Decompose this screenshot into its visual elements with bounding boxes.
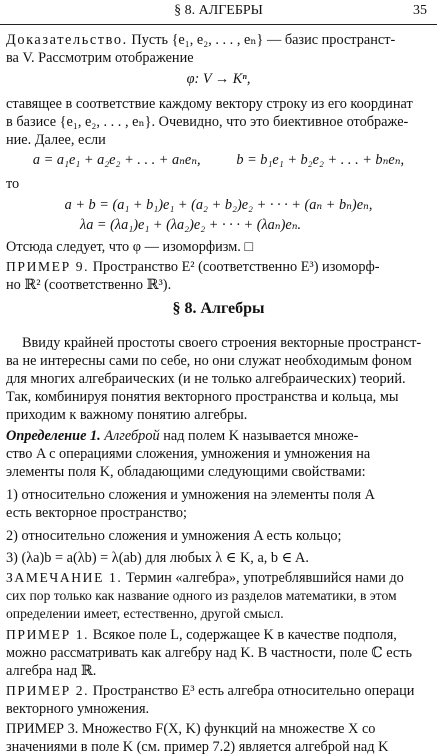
proof-label: Доказательство. [6,32,128,48]
text-line: определении имеет, естественно, другой смысл. [6,606,284,621]
example-label: ПРИМЕР 1. [6,627,90,642]
text-line: значениями в поле K (см. пример 7.2) является алгеброй над K [6,739,389,755]
definition-line: Определение 1. Алгеброй над полем K называется множе- [6,428,359,444]
example-label: ПРИМЕР 9. [6,259,90,274]
text-line: есть векторное пространство; [6,505,187,521]
section-heading: § 8. Алгебры [172,300,265,317]
example-line: ПРИМЕР 9. Пространство E² (соответственно E³) изоморф- [6,259,380,275]
text-line: Ввиду крайней простоты своего строения векторные пространст- [22,335,422,351]
text-line: но ℝ² (соответственно ℝ³). [6,277,172,293]
text-line: ние. Далее, если [6,132,106,148]
remark-label: ЗАМЕЧАНИЕ 1. [6,570,123,585]
header-rule [0,24,437,25]
remark-line: ЗАМЕЧАНИЕ 1. Термин «алгебра», употреблявшийся нами до [6,570,404,586]
text-line: приходим к важному понятию алгебры. [6,407,248,423]
text-line: Так, комбинируя понятия векторного пространства и кольца, мы [6,389,399,405]
list-item: 2) относительно сложения и умножения A есть кольцо; [6,528,342,544]
text-line: векторного умножения. [6,701,150,717]
text-line: для многих алгебраических (и не только алгебраических) теорий. [6,371,406,387]
text-line: можно рассматривать как алгебру над K. В частности, поле ℂ есть [6,645,413,661]
definition-label: Определение 1. [6,428,101,444]
example-line-cut: ПРИМЕР 2. Пространство E³ есть алгебра относительно операци [6,683,415,698]
formula-sum: a + b = (a₁ + b₁)e₁ + (a₂ + b₂)e₂ + · · · + (aₙ + bₙ)eₙ, [64,197,373,213]
text-line: Отсюда следует, что φ — изоморфизм. □ [6,239,254,255]
page-number: 35 [413,3,427,18]
list-item: 1) относительно сложения и умножения на элементы поля A [6,487,376,503]
formula-map: φ: V → Kⁿ, [186,71,251,87]
formula-scalar: λa = (λa₁)e₁ + (λa₂)e₂ + · · · + (λaₙ)eₙ. [80,217,302,233]
example-label: ПРИМЕР 2. [6,683,90,698]
text-line: то [6,176,20,192]
text-line: сих пор только как название одного из разделов математики, в этом [6,588,397,603]
example-line: ПРИМЕР 3. Множество F(X, K) функций на множестве X со [6,721,376,737]
text-line: ство A с операциями сложения, умножения и умножения на [6,446,371,462]
text-line: элементы поля K, обладающими следующими свойствами: [6,464,366,480]
proof-text: Пусть {e₁, e₂, . . . , eₙ} — базис пространст- [127,32,396,48]
text-line: в базисе {e₁, e₂, . . . , eₙ}. Очевидно, что это биективное отображе- [6,114,409,130]
text-line: алгебра над ℝ. [6,663,97,679]
text-line: ва V. Рассмотрим отображение [6,50,194,66]
proof-line [6,31,395,49]
list-item: 3) (λa)b = a(λb) = λ(ab) для любых λ ∈ K, a, b ∈ A. [6,550,309,566]
running-header-title: § 8. АЛГЕБРЫ [174,3,263,18]
text-line: ва не интересны сами по себе, но они служат необходимым фоном [6,353,412,369]
text-line: ставящее в соответствие каждому вектору строку из его координат [6,96,413,112]
formula-vectors: a = a₁e₁ + a₂e₂ + . . . + aₙeₙ, b = b₁e₁ + b₂e₂ + . . . + bₙeₙ, [32,152,405,168]
example-line: ПРИМЕР 1. Всякое поле L, содержащее K в качестве подполя, [6,627,397,643]
